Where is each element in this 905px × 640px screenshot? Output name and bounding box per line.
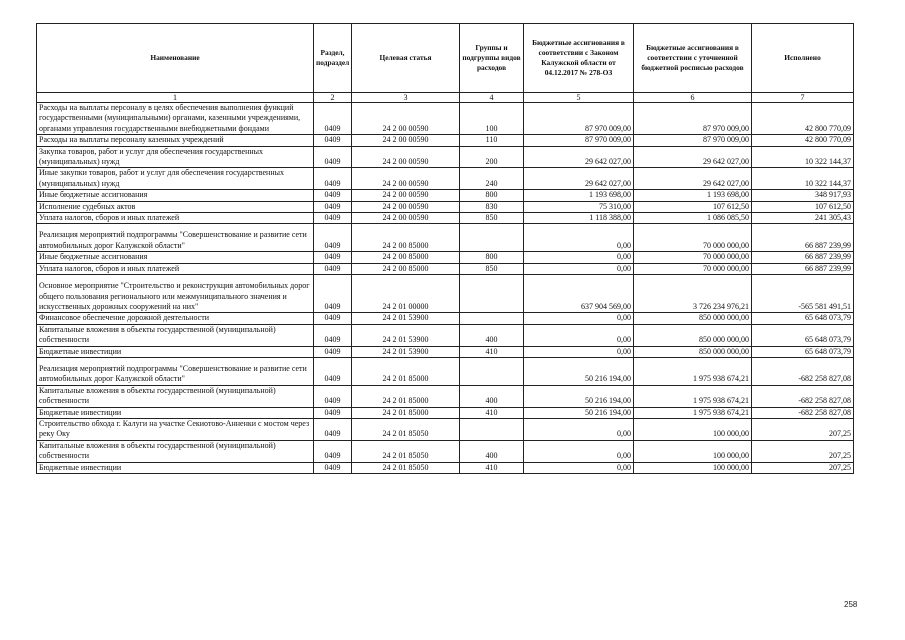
cell-refined: 1 086 085,50 xyxy=(634,213,752,224)
cell-executed: 348 917,93 xyxy=(752,190,854,201)
cell-group: 400 xyxy=(460,385,524,407)
cell-law: 1 193 698,00 xyxy=(524,190,634,201)
table-row xyxy=(37,263,854,274)
cell-target: 24 2 00 00590 xyxy=(352,168,460,190)
table-row xyxy=(37,385,854,407)
cell-name: Бюджетные инвестиции xyxy=(37,407,314,418)
cell-target: 24 2 01 85000 xyxy=(352,357,460,385)
cell-target: 24 2 00 00590 xyxy=(352,213,460,224)
column-number: 2 xyxy=(314,93,352,103)
cell-executed: 66 887 239,99 xyxy=(752,263,854,274)
cell-executed: 65 648 073,79 xyxy=(752,346,854,357)
cell-name: Исполнение судебных актов xyxy=(37,201,314,212)
cell-target: 24 2 00 85000 xyxy=(352,224,460,252)
cell-section: 0409 xyxy=(314,313,352,324)
cell-name: Расходы на выплаты персоналу в целях обеспечения выполнения функций государственными (муниципальными) органами, казенными учреждениями, органами управления государственными внебюджетными фондами xyxy=(37,103,314,135)
cell-refined: 29 642 027,00 xyxy=(634,168,752,190)
cell-target: 24 2 00 85000 xyxy=(352,263,460,274)
table-row xyxy=(37,224,854,252)
cell-group: 410 xyxy=(460,407,524,418)
cell-section: 0409 xyxy=(314,135,352,146)
table-row xyxy=(37,201,854,212)
header-target: Целевая статья xyxy=(352,24,460,93)
cell-refined: 850 000 000,00 xyxy=(634,346,752,357)
cell-refined: 107 612,50 xyxy=(634,201,752,212)
table-row xyxy=(37,357,854,385)
cell-refined: 87 970 009,00 xyxy=(634,103,752,135)
column-numbers-row xyxy=(37,93,854,103)
cell-executed: 66 887 239,99 xyxy=(752,252,854,263)
header-executed: Исполнено xyxy=(752,24,854,93)
header-section: Раздел, подраздел xyxy=(314,24,352,93)
cell-group: 240 xyxy=(460,168,524,190)
cell-refined: 850 000 000,00 xyxy=(634,324,752,346)
cell-target: 24 2 00 00590 xyxy=(352,146,460,168)
cell-name: Иные закупки товаров, работ и услуг для обеспечения государственных (муниципальных) нужд xyxy=(37,168,314,190)
cell-group: 110 xyxy=(460,135,524,146)
cell-law: 0,00 xyxy=(524,418,634,440)
cell-law: 637 904 569,00 xyxy=(524,275,634,313)
cell-group: 850 xyxy=(460,263,524,274)
cell-law: 0,00 xyxy=(524,346,634,357)
cell-section: 0409 xyxy=(314,418,352,440)
cell-target: 24 2 00 00590 xyxy=(352,190,460,201)
cell-group: 410 xyxy=(460,346,524,357)
cell-name: Реализация мероприятий подпрограммы "Совершенствование и развитие сети автомобильных дорог Калужской области" xyxy=(37,357,314,385)
cell-law: 75 310,00 xyxy=(524,201,634,212)
cell-refined: 29 642 027,00 xyxy=(634,146,752,168)
cell-refined: 1 975 938 674,21 xyxy=(634,357,752,385)
cell-name: Реализация мероприятий подпрограммы "Совершенствование и развитие сети автомобильных дорог Калужской области" xyxy=(37,224,314,252)
cell-group xyxy=(460,313,524,324)
cell-section: 0409 xyxy=(314,440,352,462)
cell-target: 24 2 00 85000 xyxy=(352,252,460,263)
cell-group: 850 xyxy=(460,213,524,224)
table-row xyxy=(37,313,854,324)
cell-refined: 100 000,00 xyxy=(634,418,752,440)
cell-executed: -682 258 827,08 xyxy=(752,407,854,418)
column-number: 1 xyxy=(37,93,314,103)
cell-name: Расходы на выплаты персоналу казенных учреждений xyxy=(37,135,314,146)
cell-group: 830 xyxy=(460,201,524,212)
cell-section: 0409 xyxy=(314,324,352,346)
cell-refined: 850 000 000,00 xyxy=(634,313,752,324)
table-row xyxy=(37,407,854,418)
cell-law: 87 970 009,00 xyxy=(524,103,634,135)
cell-section: 0409 xyxy=(314,168,352,190)
cell-refined: 1 193 698,00 xyxy=(634,190,752,201)
cell-executed: 10 322 144,37 xyxy=(752,146,854,168)
cell-section: 0409 xyxy=(314,201,352,212)
column-number: 6 xyxy=(634,93,752,103)
cell-section: 0409 xyxy=(314,224,352,252)
cell-target: 24 2 01 85050 xyxy=(352,462,460,473)
cell-target: 24 2 00 00590 xyxy=(352,103,460,135)
cell-refined: 3 726 234 976,21 xyxy=(634,275,752,313)
cell-refined: 100 000,00 xyxy=(634,462,752,473)
cell-name: Капитальные вложения в объекты государственной (муниципальной) собственности xyxy=(37,385,314,407)
cell-group: 800 xyxy=(460,252,524,263)
cell-target: 24 2 01 00000 xyxy=(352,275,460,313)
cell-refined: 100 000,00 xyxy=(634,440,752,462)
cell-group: 400 xyxy=(460,324,524,346)
cell-name: Уплата налогов, сборов и иных платежей xyxy=(37,263,314,274)
cell-group: 200 xyxy=(460,146,524,168)
cell-target: 24 2 01 85050 xyxy=(352,418,460,440)
cell-refined: 70 000 000,00 xyxy=(634,252,752,263)
cell-name: Строительство обхода г. Калуги на участке Секиотово-Анненки с мостом через реку Оку xyxy=(37,418,314,440)
table-row xyxy=(37,275,854,313)
table-row xyxy=(37,418,854,440)
cell-group xyxy=(460,224,524,252)
column-number: 7 xyxy=(752,93,854,103)
cell-name: Уплата налогов, сборов и иных платежей xyxy=(37,213,314,224)
cell-section: 0409 xyxy=(314,407,352,418)
cell-name: Финансовое обеспечение дорожной деятельности xyxy=(37,313,314,324)
cell-executed: 207,25 xyxy=(752,462,854,473)
header-law: Бюджетные ассигнования в соответствии с Законом Калужской области от 04.12.2017 № 278-ОЗ xyxy=(524,24,634,93)
cell-law: 0,00 xyxy=(524,252,634,263)
table-row xyxy=(37,168,854,190)
cell-executed: 42 800 770,09 xyxy=(752,135,854,146)
cell-law: 0,00 xyxy=(524,313,634,324)
cell-executed: 207,25 xyxy=(752,440,854,462)
table-row xyxy=(37,462,854,473)
cell-refined: 1 975 938 674,21 xyxy=(634,407,752,418)
cell-group: 100 xyxy=(460,103,524,135)
table-row xyxy=(37,213,854,224)
cell-name: Капитальные вложения в объекты государственной (муниципальной) собственности xyxy=(37,440,314,462)
cell-executed: 207,25 xyxy=(752,418,854,440)
cell-refined: 87 970 009,00 xyxy=(634,135,752,146)
table-row xyxy=(37,103,854,135)
cell-executed: 65 648 073,79 xyxy=(752,324,854,346)
cell-executed: 241 305,43 xyxy=(752,213,854,224)
cell-law: 0,00 xyxy=(524,462,634,473)
cell-law: 0,00 xyxy=(524,440,634,462)
cell-group: 410 xyxy=(460,462,524,473)
header-refined: Бюджетные ассигнования в соответствии с уточненной бюджетной росписью расходов xyxy=(634,24,752,93)
cell-executed: 42 800 770,09 xyxy=(752,103,854,135)
header-group: Группы и подгруппы видов расходов xyxy=(460,24,524,93)
page-number: 258 xyxy=(844,600,858,609)
cell-name: Иные бюджетные ассигнования xyxy=(37,190,314,201)
cell-section: 0409 xyxy=(314,357,352,385)
cell-target: 24 2 00 00590 xyxy=(352,201,460,212)
cell-section: 0409 xyxy=(314,462,352,473)
cell-refined: 1 975 938 674,21 xyxy=(634,385,752,407)
header-name: Наименование xyxy=(37,24,314,93)
cell-name: Иные бюджетные ассигнования xyxy=(37,252,314,263)
cell-section: 0409 xyxy=(314,103,352,135)
cell-law: 50 216 194,00 xyxy=(524,385,634,407)
table-row xyxy=(37,146,854,168)
table-body xyxy=(37,103,854,474)
cell-group xyxy=(460,275,524,313)
cell-executed: 66 887 239,99 xyxy=(752,224,854,252)
cell-section: 0409 xyxy=(314,275,352,313)
cell-target: 24 2 01 53900 xyxy=(352,313,460,324)
cell-law: 0,00 xyxy=(524,324,634,346)
cell-target: 24 2 01 53900 xyxy=(352,346,460,357)
cell-executed: -682 258 827,08 xyxy=(752,385,854,407)
cell-law: 50 216 194,00 xyxy=(524,407,634,418)
cell-section: 0409 xyxy=(314,146,352,168)
cell-executed: 65 648 073,79 xyxy=(752,313,854,324)
cell-group: 800 xyxy=(460,190,524,201)
cell-section: 0409 xyxy=(314,385,352,407)
cell-executed: -682 258 827,08 xyxy=(752,357,854,385)
cell-group xyxy=(460,357,524,385)
table-row xyxy=(37,190,854,201)
cell-refined: 70 000 000,00 xyxy=(634,224,752,252)
cell-executed: 10 322 144,37 xyxy=(752,168,854,190)
cell-group xyxy=(460,418,524,440)
cell-section: 0409 xyxy=(314,213,352,224)
table-row xyxy=(37,135,854,146)
cell-section: 0409 xyxy=(314,263,352,274)
cell-law: 29 642 027,00 xyxy=(524,168,634,190)
cell-name: Основное мероприятие "Строительство и реконструкция автомобильных дорог общего пользования регионального или межмуниципального значения и искусственных дорожных сооружений на них" xyxy=(37,275,314,313)
cell-target: 24 2 01 85000 xyxy=(352,407,460,418)
cell-executed: -565 581 491,51 xyxy=(752,275,854,313)
column-number: 5 xyxy=(524,93,634,103)
column-number: 3 xyxy=(352,93,460,103)
cell-law: 87 970 009,00 xyxy=(524,135,634,146)
cell-group: 400 xyxy=(460,440,524,462)
cell-law: 1 118 388,00 xyxy=(524,213,634,224)
cell-target: 24 2 01 85050 xyxy=(352,440,460,462)
cell-target: 24 2 01 85000 xyxy=(352,385,460,407)
cell-target: 24 2 00 00590 xyxy=(352,135,460,146)
table-row xyxy=(37,324,854,346)
cell-name: Капитальные вложения в объекты государственной (муниципальной) собственности xyxy=(37,324,314,346)
cell-name: Бюджетные инвестиции xyxy=(37,346,314,357)
budget-table xyxy=(36,23,854,474)
cell-law: 29 642 027,00 xyxy=(524,146,634,168)
table-row xyxy=(37,440,854,462)
cell-name: Закупка товаров, работ и услуг для обеспечения государственных (муниципальных) нужд xyxy=(37,146,314,168)
cell-section: 0409 xyxy=(314,252,352,263)
cell-law: 50 216 194,00 xyxy=(524,357,634,385)
table-row xyxy=(37,346,854,357)
cell-executed: 107 612,50 xyxy=(752,201,854,212)
cell-target: 24 2 01 53900 xyxy=(352,324,460,346)
cell-law: 0,00 xyxy=(524,224,634,252)
header-row xyxy=(37,24,854,93)
cell-section: 0409 xyxy=(314,190,352,201)
cell-refined: 70 000 000,00 xyxy=(634,263,752,274)
cell-law: 0,00 xyxy=(524,263,634,274)
cell-section: 0409 xyxy=(314,346,352,357)
table-row xyxy=(37,252,854,263)
cell-name: Бюджетные инвестиции xyxy=(37,462,314,473)
column-number: 4 xyxy=(460,93,524,103)
